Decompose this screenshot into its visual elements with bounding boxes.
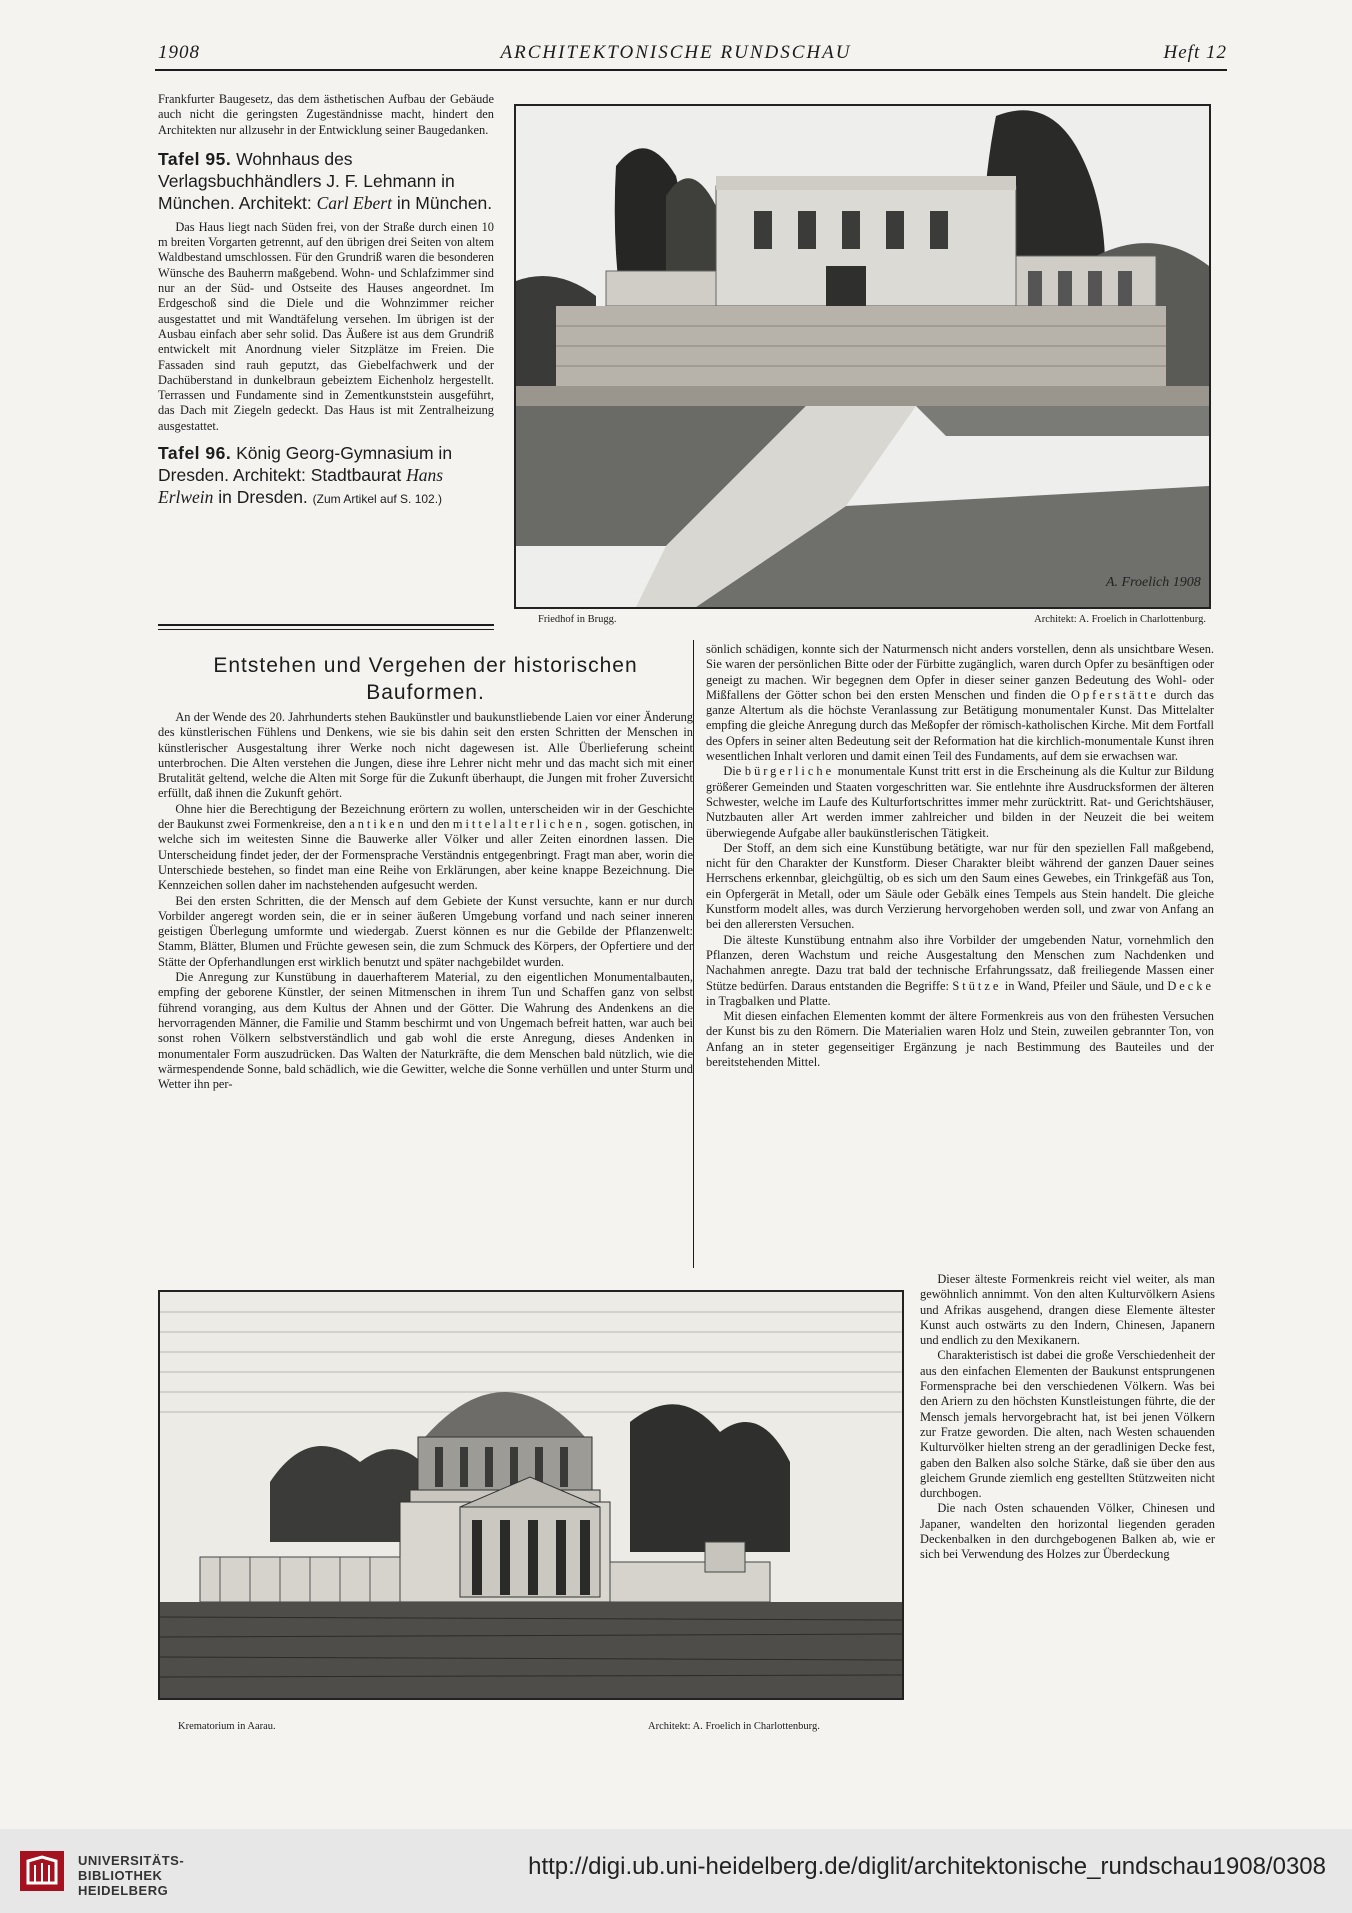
term-mittelalterlichen: mittelalterlichen, bbox=[452, 817, 592, 832]
page-url-link[interactable]: http://digi.ub.uni-heidelberg.de/diglit/architektonische_rundschau1908/0308 bbox=[528, 1853, 1326, 1880]
column-divider bbox=[693, 640, 694, 1268]
issue-number: Heft 12 bbox=[1163, 42, 1227, 63]
plate-95-architect: Carl Ebert bbox=[316, 192, 392, 213]
plate-96-place: in Dresden. bbox=[218, 487, 308, 508]
term-stuetze: Stütze bbox=[952, 978, 1002, 993]
left-column bbox=[158, 92, 494, 510]
paragraph-8-start: Die älteste Kunstübung entnahm also ihre Vorbilder der umgebenden Natur, vornehmlich den Pflanzen, deren Wachstum und reiche Ausgestaltung den Menschen zum Nachdenken und Nachahmen anregte. Dazu trat bald der technische Erfahrungssatz, daß freiliegende Massen einer Stütze bedürfen. Daraus entstanden die Begriffe: bbox=[706, 932, 1214, 993]
crematorium-illustration-frame bbox=[158, 1290, 904, 1700]
article-paragraph-1: An der Wende des 20. Jahrhunderts stehen Baukünstler und baukunstliebende Laien vor einer Änderung des künstlerischen Fühlens und Denkens, wie sie bis dahin seit den ersten Schritten der Menschen in künstlerischer Ausgestaltung ihrer Werke noch nicht dagewesen ist. Alle Überlieferung scheint unterbrochen. Die Alten verstehen die Jungen, diese ihre Lehrer nicht mehr und das macht sich mit einer Brutalität geltend, welche die Alten mit Sorge für die Zukunft überhaupt, die Jungen mit froher Zuversicht erfüllt, daß ihnen die Zukunft gehört. bbox=[158, 710, 693, 801]
plate-96-label: Tafel 96. bbox=[158, 443, 232, 464]
university-library-logo-icon bbox=[18, 1849, 66, 1893]
intro-text: Frankfurter Baugesetz, das dem ästhetischen Aufbau der Gebäude auch nicht die geringsten Zugeständnisse macht, hindert den Architekten nur allzusehr in der Entwicklung seiner Baugedanken. bbox=[158, 92, 494, 137]
library-name-line-2: BIBLIOTHEK bbox=[78, 1868, 163, 1883]
article-paragraph-9: Mit diesen einfachen Elementen kommt der ältere Formenkreis aus von den frühesten Versuchen der Kunst bis zu den Römern. Die Materialien waren Holz und Stein, zuweilen gebrannter Ton, von Anfang an in steter gegenseitiger Ergänzung je nach Bestimmung des Bauteiles und der bereitstehenden Mittel. bbox=[706, 1009, 1214, 1070]
plate-95-description bbox=[158, 220, 494, 434]
article-paragraph-3: Bei den ersten Schritten, die der Mensch auf dem Gebiete der Kunst versuchte, kann er nur durch Vorbilder angeregt worden sein, die er in seiner äußeren Umgebung vorfand und nach seiner inneren geistigen Überlegung umformte und wiedergab. Zuerst können es nur die Gebilde der Pflanzenwelt: Stamm, Blätter, Blumen und Früchte gewesen sein, die zum Schmuck des Körpers, der Opfertiere und der Stätte der Opferhandlungen erst wirklich benutzt und später nachgebildet wurden. bbox=[158, 893, 693, 969]
library-name-line-3: HEIDELBERG bbox=[78, 1883, 169, 1898]
article-paragraph-6 bbox=[706, 764, 1214, 840]
crematorium-illustration bbox=[160, 1292, 902, 1698]
crematorium-architect-caption: Architekt: A. Froelich in Charlottenburg. bbox=[648, 1721, 820, 1732]
article-paragraph-10: Dieser älteste Formenkreis reicht viel weiter, als man gewöhnlich annimmt. Von den alten Kulturvölkern Asiens und Afrikas ausgehend, drangen diese Elemente ältester Kunst auch ostwärts zu den Indern, Chinesen, Japanern und endlich zu den Mexikanern. bbox=[920, 1272, 1215, 1348]
plate-95-heading bbox=[158, 148, 494, 214]
article-paragraph-12: Die nach Osten schauenden Völker, Chinesen und Japaner, wandelten den horizontal liegenden geraden Deckenbalken in den durchgebogenen Balken ab, wie er sich bei Verwendung des Holzes zur Überdeckung bbox=[920, 1501, 1215, 1562]
paragraph-6-end: monumentale Kunst tritt erst in die Erscheinung als die Kultur zur Bildung größerer Gemeinden und Staaten vorgeschritten war. Sie entlehnte ihre Ausdrucksformen der älteren Schwester, welche im Laufe des Kulturfortschrittes immer mehr zurücktritt. Rat- und Gerichtshäuser, Nutzbauten aller Art werden immer zahlreicher und bilden in der Neuzeit die bei weitem überwiegende Aufgabe aller baukünstlerischen Tätigkeit. bbox=[706, 764, 1214, 840]
article-paragraph-2 bbox=[158, 802, 693, 894]
paragraph-5-end: durch das ganze Altertum als die höchste Veranlassung zur Betätigung monumentaler Kunst. Das Mittelalter empfing die gleiche Anregung durch das Meßopfer der römisch-katholischen Kirche. Mit dem Fortfall des Opfers in seiner alten Bedeutung seit der Reformation hat die kirchlich-monumentale Kunst ihren wesentlichen Inhalt verloren und damit einen Teil des Fundaments, auf dem sie erwachsen war. bbox=[706, 687, 1214, 764]
article-paragraph-5 bbox=[706, 642, 1214, 764]
paragraph-2-end: sogen. gotischen, in welche sich im weitesten Sinne die Bauwerke aller Völker und aller Zeiten einordnen lassen. Die Unterscheidung findet jeder, der der Formensprache Verständnis entgegenbringt. Fragt man aber, worin die Unterschiede bestehen, so findet man eine Reihe von Erklärungen, aber keine knappe Bezeichnung. Die Kennzeichen sollen daher im nachstehenden aufgesucht werden. bbox=[158, 817, 693, 893]
cemetery-photo bbox=[514, 104, 1211, 609]
cemetery-illustration bbox=[516, 106, 1209, 607]
article-paragraph-4: Die Anregung zur Kunstübung in dauerhafterem Material, zu den eigentlichen Monumentalbauten, empfing der geborene Künstler, der seinen Mitmenschen in ihrem Tun und Schaffen ganz von selbst führend voranging, aus dem Kultus der Ahnen und der Götter. Die Wahrung des Andenkens an die hervorragenden Männer, die Familie und Stamm beschirmt und von Ungemach befreit hatten, war auch bei sonst rohen Völkern selbstverständlich und gab wohl die erste Anregung, dieses Andenken in monumentaler Form auszudrücken. Das Walten der Naturkräfte, die dem Menschen bald nützlich, wie die wärmespendende Sonne, bald schädlich, wie die Gewitter, welche die Sonne verhüllen und unter Sturm und Wetter ihn per- bbox=[158, 970, 693, 1092]
plate-96-heading bbox=[158, 442, 494, 510]
article-paragraph-11: Charakteristisch ist dabei die große Verschiedenheit der aus den einfachen Elementen der Baukunst entsprungenen Formensprache bei den verschiedenen Völkern. Was bei den Ariern zu den höchsten Kunstleistungen führte, die der Mensch jemals hervorgebracht hat, ist bei jenen Völkern zur Fratze geworden. Die alten, nach Westen schauenden Kulturvölker hielten streng an der geradlinigen Decke fest, gaben den Balken also solche Stärke, daß sie über den aus gleichem Grunde ziemlich eng gestellten Stützweiten nicht durchbogen. bbox=[920, 1348, 1215, 1501]
term-decke: Decke bbox=[1167, 978, 1214, 993]
library-footer bbox=[0, 1829, 1352, 1913]
header-rule bbox=[155, 69, 1227, 71]
article-paragraph-8 bbox=[706, 933, 1214, 1009]
article-column-3 bbox=[920, 1272, 1215, 1563]
paragraph-5-start: sönlich schädigen, konnte sich der Naturmensch nicht anders vorstellen, denn als unsichtbare Wesen. Sie waren der persönlichen Bitte oder der Fürbitte zugänglich, waren durch Opfer zu besänftigen oder geneigt zu machen. Wir begegnen dem Opfer in dieser seiner ganzen Bedeutung des Wohl- oder Mißfallens der Götter schon bei den ersten Menschen und finden die bbox=[706, 642, 1214, 702]
article-column-1 bbox=[158, 710, 693, 1092]
paragraph-8-middle: in Wand, Pfeiler und Säule, und bbox=[1004, 978, 1164, 993]
article-title-line-2: Bauformen. bbox=[366, 681, 485, 704]
article-title bbox=[158, 652, 693, 706]
paragraph-8-end: in Tragbalken und Platte. bbox=[706, 993, 831, 1008]
library-name-line-1: UNIVERSITÄTS- bbox=[78, 1853, 185, 1868]
paragraph-2-connector: und den bbox=[409, 817, 450, 832]
plate-96-architect: Hans Erlwein bbox=[158, 465, 444, 508]
plate-95-label: Tafel 95. bbox=[158, 148, 232, 169]
plate-95-text: Wohnhaus des Verlagsbuchhändlers J. F. Lehmann in München. Architekt: bbox=[158, 148, 455, 213]
plate-95-place: in München. bbox=[396, 192, 493, 213]
intro-paragraph bbox=[158, 92, 494, 138]
article-title-line-1: Entstehen und Vergehen der historischen bbox=[213, 654, 638, 677]
journal-title: ARCHITEKTONISCHE RUNDSCHAU bbox=[500, 42, 852, 63]
article-paragraph-7: Der Stoff, an dem sich eine Kunstübung betätigte, war nur für den speziellen Fall maßgebend, nicht für den Charakter der Kunstform. Dieser Charakter bleibt während der ganzen Dauer seines Herrschens erkennbar, gleichgültig, ob es sich um den Saum eines Gewebes, ein Trinkgefäß aus Ton, ein Opfergerät in Metall, oder um Säule oder Gebälk eines Tempels aus Stein handelt. Die gleiche Kunstform modelt alles, was durch Verzierung hervorgehoben werden soll, und zwar von Anfang an bei den allerersten Versuchen. bbox=[706, 840, 1214, 932]
term-opferstaette: Opferstätte bbox=[1071, 687, 1160, 702]
left-column-rule-1 bbox=[158, 624, 494, 626]
cemetery-architect-caption: Architekt: A. Froelich in Charlottenburg. bbox=[1034, 614, 1206, 625]
plate-96-text: König Georg-Gymnasium in Dresden. Architekt: Stadtbaurat bbox=[158, 443, 453, 486]
term-antiken: antiken bbox=[349, 817, 407, 832]
photo-signature: A. Froelich 1908 bbox=[1106, 575, 1201, 590]
page-year: 1908 bbox=[158, 42, 200, 63]
term-buergerliche: bürgerliche bbox=[744, 764, 835, 779]
paragraph-6-start: Die bbox=[723, 764, 742, 779]
article-column-2 bbox=[694, 642, 1214, 1070]
crematorium-caption: Krematorium in Aarau. bbox=[178, 1721, 276, 1732]
plate-96-reference: (Zum Artikel auf S. 102.) bbox=[312, 492, 443, 507]
left-column-rule-2 bbox=[158, 629, 494, 630]
library-name bbox=[78, 1853, 184, 1898]
plate-95-body: Das Haus liegt nach Süden frei, von der Straße durch einen 10 m breiten Vorgarten getrennt, auf den übrigen drei Seiten von altem Waldbestand umschlossen. Für den Grundriß waren die besonderen Wünsche des Bauherrn maßgebend. Wohn- und Schlafzimmer sind nur an der Süd- und Ostseite des Hauses angeordnet. Im Erdgeschoß sind die Diele und die Wohnzimmer reicher ausgestattet und mit Wandtäfelung versehen. Im übrigen ist der Ausbau einfach aber sehr solid. Das Äußere ist aus dem Grundriß entwickelt mit Anordnung vieler Sitzplätze im Freien. Die Fassaden sind rauh geputzt, das Giebelfachwerk und der Dachüberstand in dunkelbraun gebeiztem Eichenholz hergestellt. Terrassen und Fundamente sind in Zementkunststein ausgeführt, das Dach mit Ziegeln gedeckt. Das Haus ist mit Zentralheizung ausgestattet. bbox=[158, 219, 494, 433]
paragraph-2-start: Ohne hier die Berechtigung der Bezeichnung erörtern zu wollen, unterscheiden wir in der Geschichte der Baukunst zwei Formenkreise, den bbox=[158, 801, 693, 832]
cemetery-caption: Friedhof in Brugg. bbox=[538, 614, 617, 625]
